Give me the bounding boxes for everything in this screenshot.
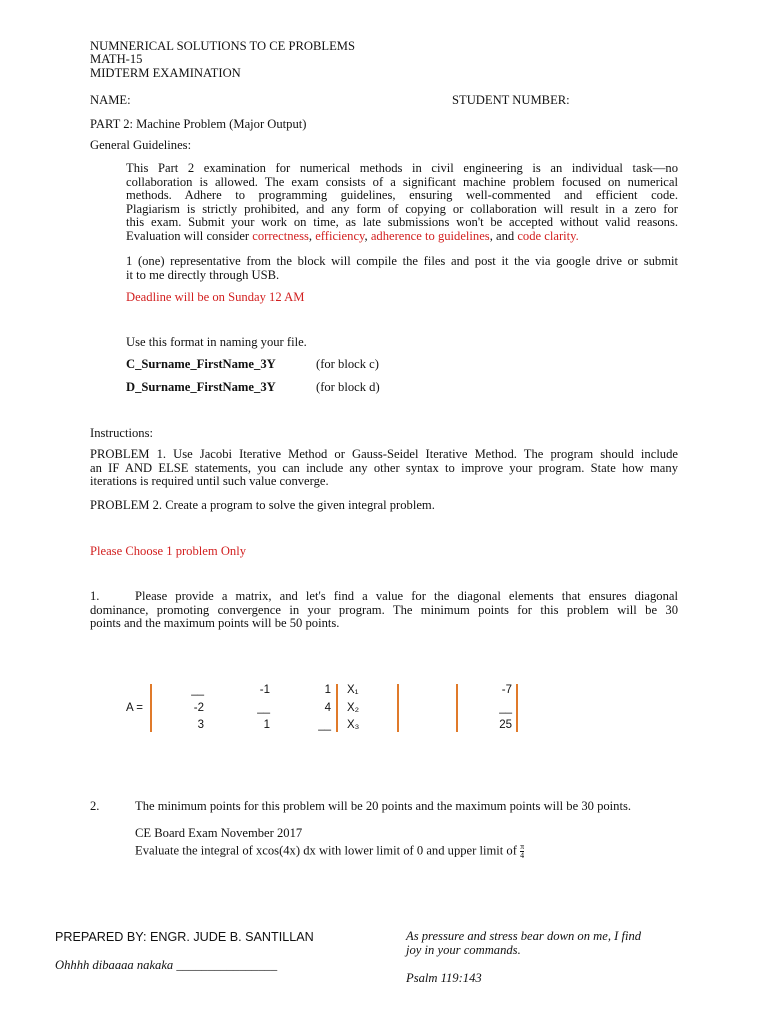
file-format-d-note: (for block d) [316,380,380,394]
file-format-c: C_Surname_FirstName_3Y [126,357,276,371]
representative-line: it to me directly through USB. [126,267,280,282]
constant-right-bracket [516,684,518,732]
matrix-cell: -2 [193,702,204,714]
student-number-label: STUDENT NUMBER: [452,93,570,107]
matrix-left-bracket [150,684,152,732]
constant-left-bracket [456,684,458,732]
guidelines-line: collaboration is allowed. The exam consists of a significant machine problem focused on numerical [126,174,678,189]
variable-x2: X₂ [347,702,360,714]
item1-line: dominance, promoting convergence in your program. The minimum points for this problem will be 30 [90,602,678,617]
quote-reference: Psalm 119:143 [406,971,482,985]
matrix-cell: 3 [197,719,204,731]
signature-line: Ohhhh dibaaaa nakaka ________________ [55,958,278,972]
constant-cell: 25 [499,719,512,731]
guidelines-heading: General Guidelines: [90,138,192,152]
matrix-right-bracket [336,684,338,732]
fraction-numerator: π [520,842,525,851]
item2-text: The minimum points for this problem will be 20 points and the maximum points will be 30 points. [135,799,632,813]
item1-line: Please provide a matrix, and let's find a value for the diagonal elements that ensures diagonal [135,589,678,603]
guidelines-line: Plagiarism is strictly prohibited, and any form of copying or collaboration will result in a zero for [126,201,678,216]
fraction-denominator: 4 [520,851,525,860]
item1-number: 1. [90,589,100,603]
format-intro: Use this format in naming your file. [126,335,307,349]
quote-line: joy in your commands. [406,943,521,957]
problem1-line: an IF AND ELSE statements, you can include any other syntax to improve your program. State how many [90,460,678,475]
eval-sep: , [364,228,371,243]
course-title: NUMNERICAL SOLUTIONS TO CE PROBLEMS [90,39,355,53]
choose-note: Please Choose 1 problem Only [90,544,247,558]
representative-line: 1 (one) representative from the block will compile the files and post it the via google drive or submit [126,254,678,268]
eval-prefix: Evaluation will consider [126,228,253,243]
matrix-cell: 1 [324,684,331,696]
instructions-heading: Instructions: [90,426,153,440]
matrix-cell: 4 [324,702,331,714]
deadline-note: Deadline will be on Sunday 12 AM [126,290,305,304]
problem1-line: iterations is required until such value converge. [90,474,329,489]
eval-efficiency: efficiency [315,228,365,243]
item1-line: points and the maximum points will be 50 points. [90,616,340,631]
file-format-d: D_Surname_FirstName_3Y [126,380,276,394]
eval-clarity: code clarity. [517,228,579,243]
problem1-paragraph [90,448,678,489]
eval-sep: , [308,228,316,243]
upper-limit-fraction [520,843,524,860]
guidelines-line: methods. Adhere to programming guidelines, ensuring well-commented and efficient code. [126,188,678,203]
matrix-cell: 1 [263,719,270,731]
guidelines-line: This Part 2 examination for numerical methods in civil engineering is an individual task—no [126,161,678,175]
variable-right-bracket [397,684,399,732]
matrix-cell: __ [191,684,204,696]
problem2-text: PROBLEM 2. Create a program to solve the given integral problem. [90,498,435,512]
item2-source: CE Board Exam November 2017 [135,826,303,840]
matrix-cell: -1 [259,684,270,696]
file-format-c-note: (for block c) [316,357,379,371]
problem1-line: PROBLEM 1. Use Jacobi Iterative Method or Gauss-Seidel Iterative Method. The program should include [90,447,678,461]
exam-title: MIDTERM EXAMINATION [90,66,241,80]
prepared-by: PREPARED BY: ENGR. JUDE B. SANTILLAN [55,930,314,944]
name-label: NAME: [90,93,131,107]
item2-question-text: Evaluate the integral of xcos(4x) dx with lower limit of 0 and upper limit of [135,843,517,858]
constant-cell: __ [499,702,512,714]
eval-correctness: correctness [252,228,309,243]
matrix-cell: __ [257,702,270,714]
eval-sep: , and [489,228,518,243]
variable-x3: X₃ [347,719,360,731]
item2-number: 2. [90,799,100,813]
matrix-label: A = [126,702,143,714]
representative-paragraph [126,255,678,282]
eval-guidelines: adherence to guidelines [370,228,490,243]
course-code: MATH-15 [90,52,143,66]
guidelines-paragraph [126,162,678,244]
item1-paragraph [90,590,678,631]
part-title: PART 2: Machine Problem (Major Output) [90,117,307,131]
evaluation-line [126,230,678,244]
guidelines-line: this exam. Submit your work on time, as late submissions won't be accepted without valid reasons. [126,215,678,230]
matrix-cell: __ [318,719,331,731]
item2-question [135,843,524,860]
constant-cell: -7 [501,684,512,696]
variable-x1: X₁ [347,684,359,696]
quote-line: As pressure and stress bear down on me, I find [406,929,642,943]
